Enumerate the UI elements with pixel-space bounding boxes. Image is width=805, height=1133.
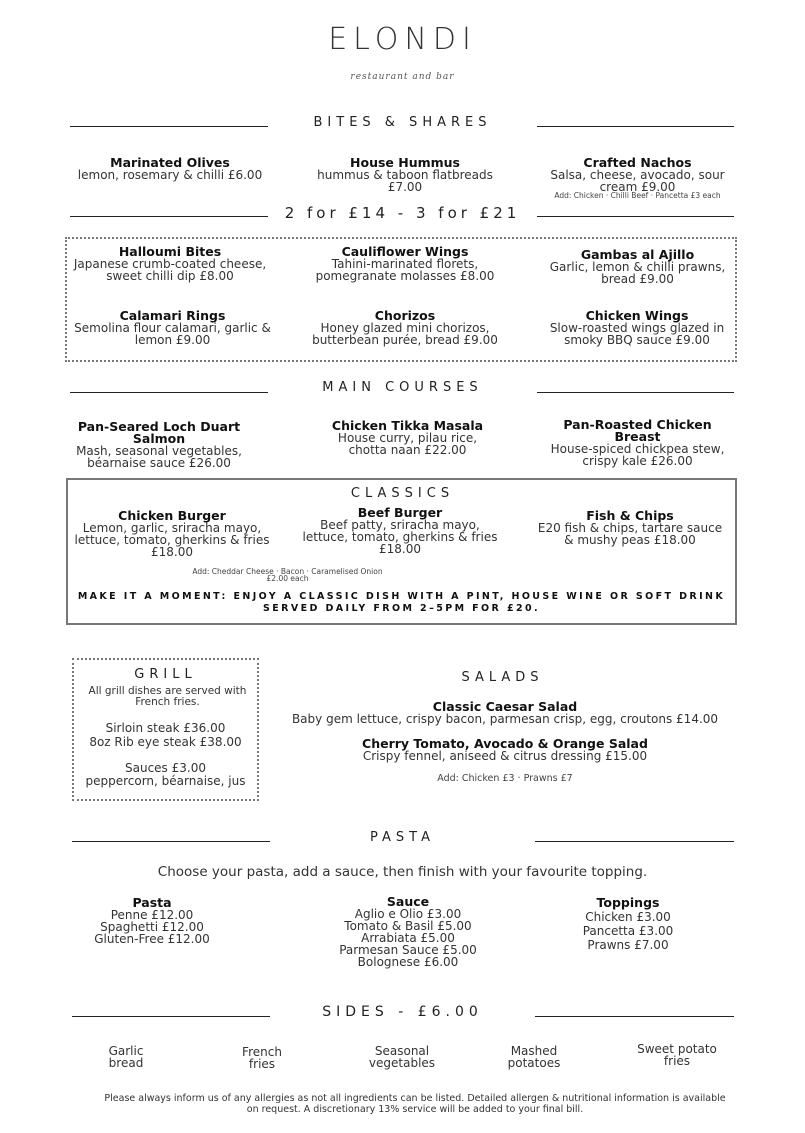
side-name: Seasonal [374,1044,430,1058]
menu-item [300,310,510,346]
item-desc: House curry, pilau rice, chotta naan £22.00 [337,431,478,457]
menu-item [70,157,270,181]
item-name: Chicken Burger [118,508,226,523]
item-name: Crafted Nachos [583,155,692,170]
side-name: Mashed [510,1044,558,1058]
item-desc: Tahini-marinated florets, pomegranate molasses £8.00 [315,257,495,283]
menu-item [545,157,730,193]
divider [535,1016,734,1017]
restaurant-tagline: restaurant and bar [350,72,455,82]
side-name: fries [663,1054,691,1068]
side-item [627,1043,727,1067]
divider [70,392,268,393]
item-name: Fish & Chips [586,508,674,523]
item-desc: Honey glazed mini chorizos, butterbean purée, bread £9.00 [312,321,498,347]
sauce-column-heading: Sauce [386,894,430,909]
deal-title: 2 for £14 - 3 for £21 [284,204,521,222]
pasta-option: Spaghetti £12.00 [100,920,204,934]
item-desc: Garlic, lemon & chilli prawns, bread £9.00 [549,260,726,286]
nachos-addon: Add: Chicken · Chilli Beef · Pancetta £3 each [554,191,721,200]
divider [537,126,734,127]
grill-item: Sirloin steak £36.00 [105,721,226,735]
menu-item [290,701,720,725]
section-title-grill: GRILL [134,667,197,682]
item-name: Marinated Olives [110,155,230,170]
menu-item [545,249,730,285]
item-name: Halloumi Bites [118,244,222,259]
section-title-pasta: PASTA [370,830,435,845]
item-desc: Japanese crumb-coated cheese, sweet chilli dip £8.00 [73,257,267,283]
side-name: potatoes [507,1056,561,1070]
item-desc: Salsa, cheese, avocado, sour cream £9.00 [550,168,725,194]
salads-addon: Add: Chicken £3 · Prawns £7 [437,773,573,784]
promo-line: MAKE IT A MOMENT: ENJOY A CLASSIC DISH WITH A PINT, HOUSE WINE OR SOFT DRINK [77,591,726,602]
menu-item [70,310,275,346]
menu-item [300,507,500,555]
item-name: Cauliflower Wings [341,244,469,259]
sauce-option: Parmesan Sauce £5.00 [339,943,477,957]
service-notice: on request. A discretionary 13% service will be added to your final bill. [246,1104,584,1115]
side-item [357,1045,447,1069]
pasta-column [72,897,232,945]
item-desc: hummus & taboon flatbreads £7.00 [317,168,493,194]
grill-sauces-title: Sauces £3.00 [125,761,206,775]
item-desc: Semolina flour calamari, garlic & lemon £9.00 [74,321,271,347]
menu-item [305,246,505,282]
pasta-column-heading: Pasta [132,895,172,910]
sauce-option: Tomato & Basil £5.00 [344,919,472,933]
divider [72,841,270,842]
toppings-column-heading: Toppings [596,895,660,910]
section-title-sides: SIDES - £6.00 [322,1004,483,1020]
allergy-notice: Please always inform us of any allergies as not all ingredients can be listed. Detailed allergen & nutritional information is available [104,1093,726,1104]
side-name: fries [248,1057,276,1071]
divider [70,126,268,127]
menu-item [55,421,263,469]
item-name: Beef Burger [357,505,443,520]
item-name: House Hummus [350,155,460,170]
topping-option: Pancetta £3.00 [582,924,674,938]
item-name: Chorizos [374,308,436,323]
restaurant-logo: ELONDI [328,22,477,57]
grill-item: 8oz Rib eye steak £38.00 [89,735,242,749]
item-name: Pan-Roasted Chicken Breast [563,417,712,444]
grill-note: All grill dishes are served with French fries. [88,685,247,708]
sauce-option: Arrabiata £5.00 [361,931,455,945]
divider [70,216,268,217]
item-desc: Slow-roasted wings glazed in smoky BBQ sauce £9.00 [549,321,725,347]
menu-item [325,420,490,456]
item-name: Classic Caesar Salad [432,699,578,714]
item-desc: House-spiced chickpea stew, crispy kale £26.00 [550,442,725,468]
divider [72,1016,270,1017]
item-name: Calamari Rings [119,308,226,323]
item-desc: E20 fish & chips, tartare sauce & mushy peas £18.00 [537,521,723,547]
item-desc: lemon, rosemary & chilli £6.00 [77,168,263,182]
sauce-option: Aglio e Olio £3.00 [354,907,462,921]
item-name: Pan-Seared Loch Duart Salmon [77,419,241,446]
toppings-column [563,896,693,952]
menu-item [290,738,720,762]
section-title-mains: MAIN COURSES [322,380,483,395]
side-name: French [242,1045,282,1059]
menu-item [72,510,272,558]
sauce-column [323,896,493,968]
menu-item [530,510,730,546]
classics-addon: Add: Cheddar Cheese · Bacon · Caramelised Onion [192,567,383,576]
menu-item [543,310,731,346]
menu-item [305,157,505,193]
item-desc: Lemon, garlic, sriracha mayo, lettuce, tomato, gherkins & fries £18.00 [74,521,270,559]
divider [537,216,734,217]
item-name: Gambas al Ajillo [580,247,695,262]
sauce-option: Bolognese £6.00 [357,955,459,969]
promo-line: SERVED DAILY FROM 2–5PM FOR £20. [263,603,540,614]
side-item [222,1046,302,1070]
side-item [86,1045,166,1069]
side-name: vegetables [368,1056,436,1070]
pasta-option: Penne £12.00 [110,908,194,922]
side-name: Garlic [108,1044,144,1058]
pasta-intro: Choose your pasta, add a sauce, then finish with your favourite topping. [157,864,648,880]
side-name: Sweet potato [637,1042,717,1056]
section-title-bites: BITES & SHARES [313,115,492,130]
item-desc: Beef patty, sriracha mayo, lettuce, tomato, gherkins & fries £18.00 [302,518,498,556]
pasta-option: Gluten-Free £12.00 [94,932,210,946]
section-title-classics: CLASSICS [350,486,455,501]
menu-item [70,246,270,282]
item-desc: Mash, seasonal vegetables, béarnaise sauce £26.00 [76,444,242,470]
item-desc: Baby gem lettuce, crispy bacon, parmesan crisp, egg, croutons £14.00 [291,712,719,726]
item-name: Cherry Tomato, Avocado & Orange Salad [362,736,648,751]
topping-option: Chicken £3.00 [585,910,671,924]
divider [537,392,734,393]
item-name: Chicken Tikka Masala [331,418,484,433]
section-title-salads: SALADS [461,670,544,685]
side-item [494,1045,574,1069]
grill-sauces: peppercorn, béarnaise, jus [85,774,246,788]
item-name: Chicken Wings [585,308,689,323]
menu-item [540,419,735,467]
item-desc: Crispy fennel, aniseed & citrus dressing £15.00 [362,749,648,763]
topping-option: Prawns £7.00 [587,938,669,952]
divider [535,841,734,842]
side-name: bread [108,1056,144,1070]
classics-addon-price: £2.00 each [266,574,309,583]
